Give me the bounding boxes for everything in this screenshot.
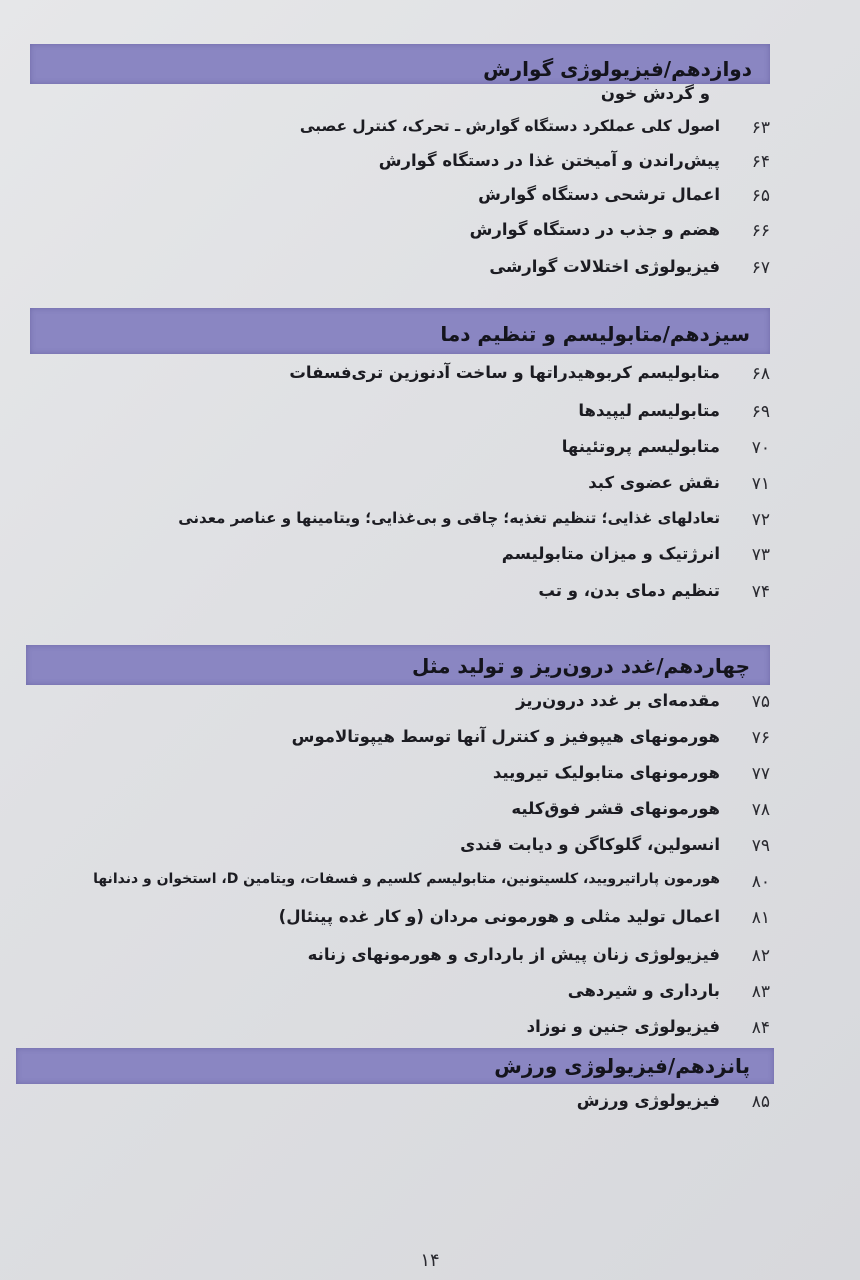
entry-title: هورمونهای متابولیک تیرویید xyxy=(492,763,720,782)
toc-entry xyxy=(60,472,770,502)
toc-entry xyxy=(60,436,770,466)
entry-number: ۷۲ xyxy=(751,510,770,530)
entry-number: ۶۴ xyxy=(751,152,770,172)
entry-title: اعمال ترشحی دستگاه گوارش xyxy=(478,185,720,204)
entry-title: فیزیولوژی اختلالات گوارشی xyxy=(489,257,720,276)
entry-title: متابولیسم لیپیدها xyxy=(578,401,720,420)
entry-number: ۷۷ xyxy=(751,764,770,784)
entry-number: ۶۵ xyxy=(751,186,770,206)
entry-title: مقدمه‌ای بر غدد درون‌ریز xyxy=(516,691,720,710)
entry-number: ۷۰ xyxy=(751,438,770,458)
toc-entry xyxy=(60,543,770,573)
entry-title: فیزیولوژی جنین و نوزاد xyxy=(526,1017,720,1036)
entry-number: ۷۴ xyxy=(751,582,770,602)
toc-entry xyxy=(60,906,770,936)
page-number: ۱۴ xyxy=(420,1250,440,1271)
entry-title: نقش عضوی کبد xyxy=(588,473,720,492)
toc-entry xyxy=(60,219,770,249)
toc-entry xyxy=(60,580,770,610)
toc-entry xyxy=(60,980,770,1010)
toc-entry xyxy=(60,1090,770,1120)
toc-entry xyxy=(60,762,770,792)
entry-title: هورمونهای قشر فوق‌کلیه xyxy=(511,799,720,818)
entry-title: تنظیم دمای بدن، و تب xyxy=(538,581,720,600)
toc-entry xyxy=(60,116,770,146)
toc-entry xyxy=(60,944,770,974)
entry-number: ۷۶ xyxy=(751,728,770,748)
entry-title: هورمونهای هیپوفیز و کنترل آنها توسط هیپوتالاموس xyxy=(291,727,720,746)
toc-entry-continuation: و گردش خون xyxy=(600,84,710,103)
entry-title: تعادلهای غذایی؛ تنظیم تغذیه؛ چاقی و بی‌غذایی؛ ویتامینها و عناصر معدنی xyxy=(178,509,720,527)
toc-entry xyxy=(60,362,770,392)
entry-title: فیزیولوژی زنان پیش از بارداری و هورمونهای زنانه xyxy=(307,945,720,964)
entry-title: هضم و جذب در دستگاه گوارش xyxy=(469,220,720,239)
section-heading: پانزدهم/فیزیولوژی ورزش xyxy=(494,1054,750,1078)
section-heading: سیزدهم/متابولیسم و تنظیم دما xyxy=(440,322,750,346)
entry-title: انسولین، گلوکاگن و دیابت قندی xyxy=(460,835,720,854)
section-heading: دوازدهم/فیزیولوژی گوارش xyxy=(483,57,752,81)
section-heading: چهاردهم/غدد درون‌ریز و تولید مثل xyxy=(412,654,750,678)
toc-entry xyxy=(60,400,770,430)
entry-number: ۷۳ xyxy=(751,545,770,565)
toc-entry xyxy=(60,184,770,214)
entry-title: بارداری و شیردهی xyxy=(567,981,720,1000)
entry-number: ۸۰ xyxy=(751,872,770,892)
entry-title: فیزیولوژی ورزش xyxy=(576,1091,720,1110)
entry-number: ۶۷ xyxy=(751,258,770,278)
entry-number: ۶۸ xyxy=(751,364,770,384)
entry-number: ۸۵ xyxy=(751,1092,770,1112)
entry-number: ۶۹ xyxy=(751,402,770,422)
entry-title: اصول کلی عملکرد دستگاه گوارش ـ تحرک، کنترل عصبی xyxy=(299,117,720,135)
entry-number: ۶۶ xyxy=(751,221,770,241)
entry-number: ۶۳ xyxy=(751,118,770,138)
toc-entry xyxy=(60,726,770,756)
entry-title: انرژتیک و میزان متابولیسم xyxy=(501,544,720,563)
entry-number: ۸۲ xyxy=(751,946,770,966)
toc-entry xyxy=(60,256,770,286)
entry-title: متابولیسم پروتئینها xyxy=(561,437,720,456)
entry-number: ۸۳ xyxy=(751,982,770,1002)
toc-entry xyxy=(60,150,770,180)
toc-entry xyxy=(60,690,770,720)
toc-entry xyxy=(60,834,770,864)
entry-title: متابولیسم کربوهیدراتها و ساخت آدنوزین تری‌فسفات xyxy=(289,363,720,382)
toc-entry xyxy=(60,1016,770,1046)
toc-entry xyxy=(60,508,770,538)
entry-number: ۸۱ xyxy=(751,908,770,928)
toc-entry xyxy=(60,798,770,828)
entry-number: ۸۴ xyxy=(751,1018,770,1038)
entry-number: ۷۸ xyxy=(751,800,770,820)
entry-number: ۷۵ xyxy=(751,692,770,712)
entry-title: اعمال تولید مثلی و هورمونی مردان (و کار غده پینئال) xyxy=(278,907,720,926)
toc-entry xyxy=(40,870,770,900)
entry-title: هورمون پاراتیرویید، کلسیتونین، متابولیسم کلسیم و فسفات، ویتامین D، استخوان و دندانها xyxy=(93,871,720,887)
entry-number: ۷۹ xyxy=(751,836,770,856)
entry-number: ۷۱ xyxy=(751,474,770,494)
entry-title: پیش‌راندن و آمیختن غذا در دستگاه گوارش xyxy=(378,151,720,170)
